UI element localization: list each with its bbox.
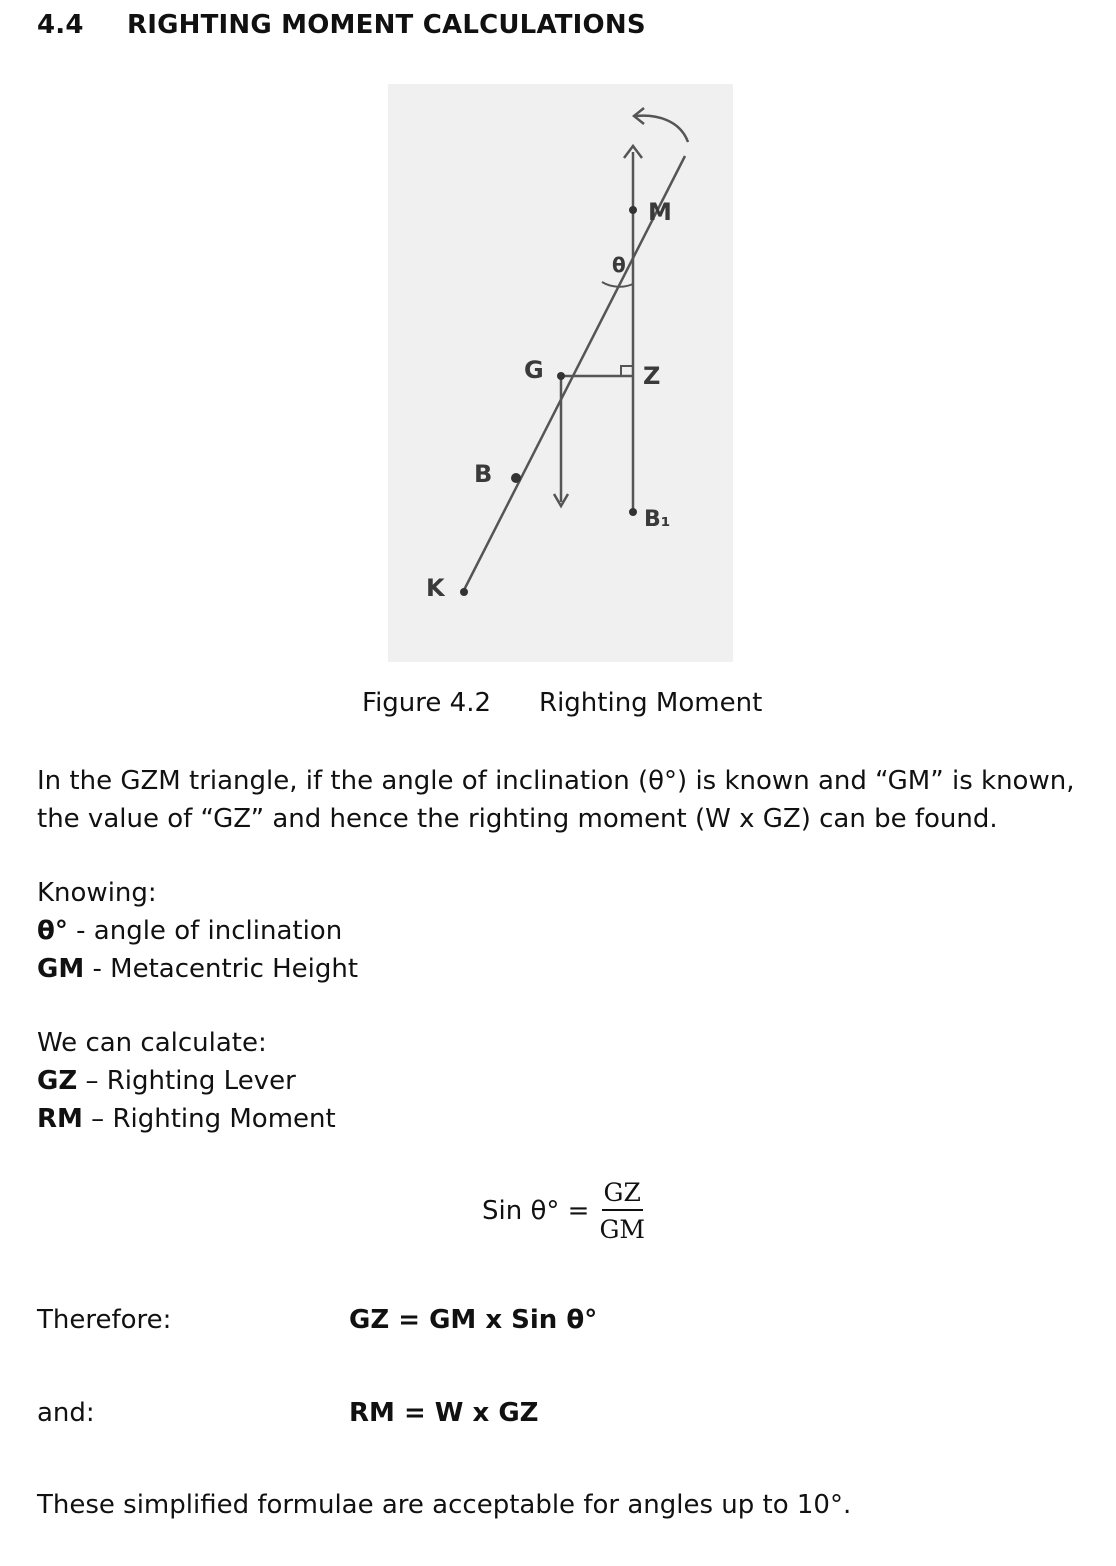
point-m: [629, 206, 637, 214]
knowing-desc: Metacentric Height: [110, 954, 359, 984]
rotation-arrow: [636, 116, 688, 142]
calculate-desc: Righting Moment: [112, 1104, 336, 1134]
calculate-sep: –: [82, 1104, 113, 1134]
calculate-term: RM: [37, 1104, 83, 1134]
gz-formula: GZ = GM x Sin θ°: [349, 1305, 598, 1335]
label-g: G: [524, 356, 544, 384]
section-heading: [37, 10, 646, 40]
knowing-term: θ°: [37, 916, 68, 946]
knowing-block: [37, 874, 358, 988]
right-angle-mark: [621, 366, 633, 376]
calculate-term: GZ: [37, 1066, 78, 1096]
point-b: [511, 473, 521, 483]
sine-formula-fraction: [599, 1178, 645, 1244]
righting-moment-diagram: [388, 84, 733, 662]
knowing-title: Knowing:: [37, 878, 157, 908]
and-label: and:: [37, 1398, 95, 1428]
label-b1: B₁: [644, 507, 671, 532]
figure-caption-title: Righting Moment: [539, 688, 763, 718]
rm-formula: RM = W x GZ: [349, 1398, 539, 1428]
calculate-item: [37, 1062, 336, 1100]
fraction-numerator: GZ: [602, 1178, 643, 1211]
point-k: [460, 588, 468, 596]
label-z: Z: [643, 362, 661, 390]
sine-formula: [482, 1178, 645, 1244]
point-b1: [629, 508, 637, 516]
label-m: M: [648, 198, 672, 226]
calculate-sep: –: [77, 1066, 107, 1096]
calculate-title: We can calculate:: [37, 1028, 267, 1058]
intro-line-2: the value of “GZ” and hence the righting moment (W x GZ) can be found.: [37, 804, 998, 834]
section-title: RIGHTING MOMENT CALCULATIONS: [127, 10, 646, 40]
label-theta: θ: [612, 253, 626, 277]
figure-caption-label: Figure 4.2: [362, 688, 491, 718]
label-k: K: [426, 574, 445, 602]
calculate-item: [37, 1100, 336, 1138]
section-number: 4.4: [37, 10, 84, 40]
therefore-label: Therefore:: [37, 1305, 172, 1335]
calculate-desc: Righting Lever: [106, 1066, 296, 1096]
fraction-denominator: GM: [599, 1215, 646, 1244]
knowing-item: [37, 950, 358, 988]
point-g: [557, 372, 565, 380]
intro-line-1: In the GZM triangle, if the angle of inclination (θ°) is known and “GM” is known,: [37, 766, 1075, 796]
sine-formula-lhs: Sin θ° =: [482, 1196, 590, 1226]
figure-caption: [362, 688, 762, 718]
closing-note: These simplified formulae are acceptable for angles up to 10°.: [37, 1490, 852, 1520]
theta-arc: [602, 282, 633, 287]
knowing-desc: angle of inclination: [93, 916, 343, 946]
knowing-term: GM: [37, 954, 85, 984]
knowing-item: [37, 912, 358, 950]
label-b: B: [474, 460, 493, 488]
calculate-block: [37, 1024, 336, 1138]
knowing-sep: -: [67, 916, 94, 946]
intro-paragraph: [37, 762, 1074, 838]
knowing-sep: -: [84, 954, 111, 984]
diagram-svg: [388, 84, 733, 662]
